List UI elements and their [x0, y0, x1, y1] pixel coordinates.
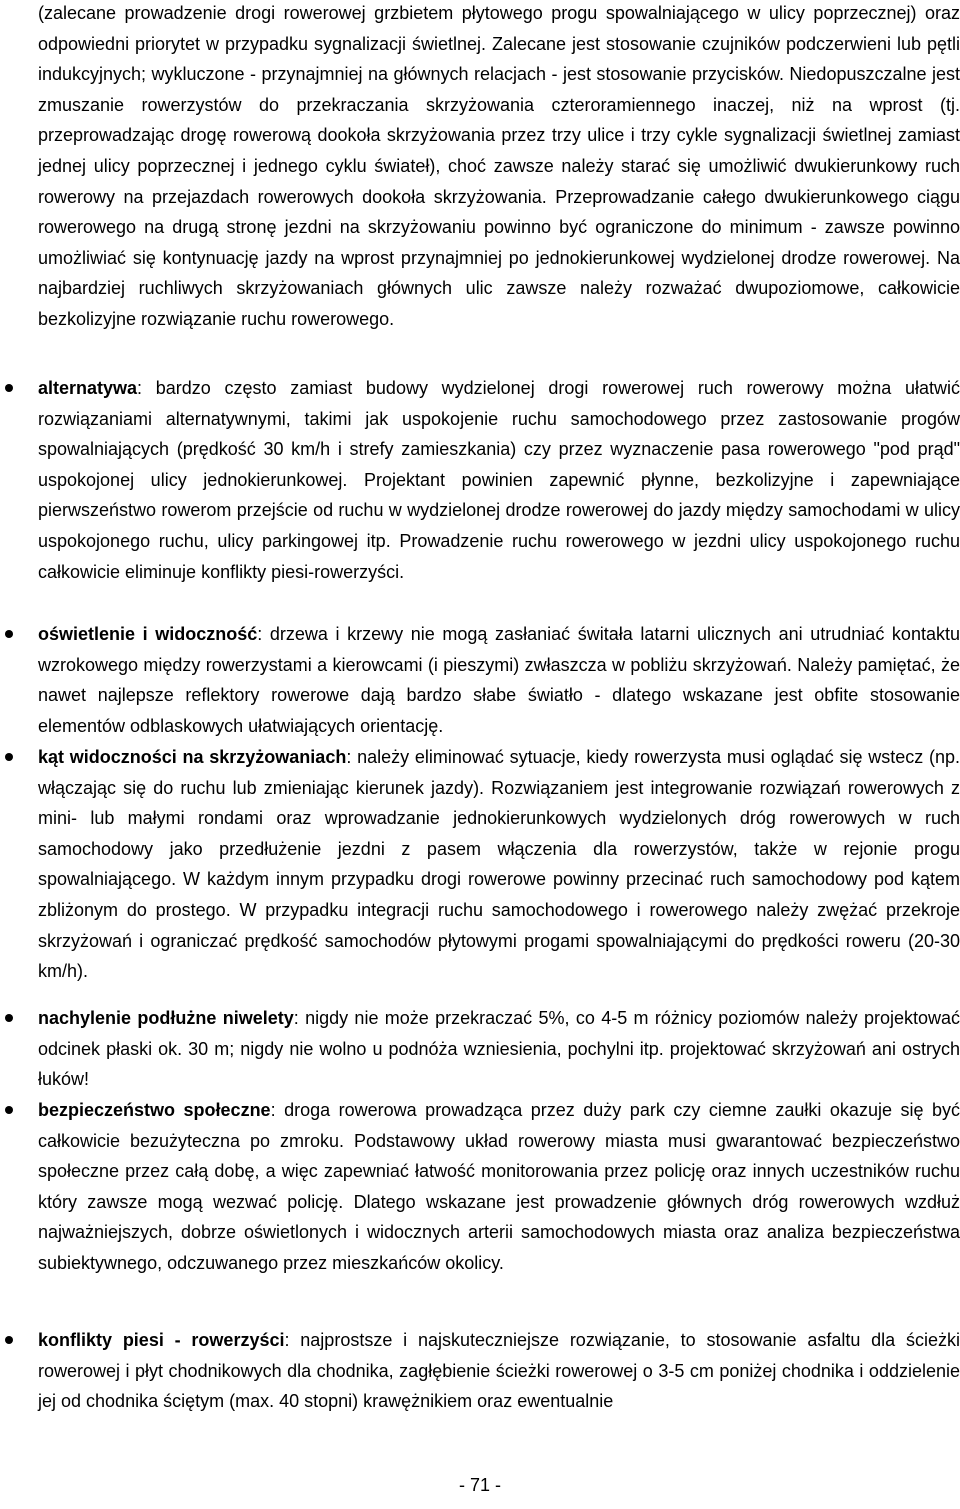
list-item-term: oświetlenie i widoczność — [38, 624, 258, 644]
list-item-body: : nigdy nie może przekraczać 5%, co 4-5 m różnicy poziomów należy projektować odcinek płaski ok. 30 m; nigdy nie wolno u podnóża wzniesienia, pochylni itp. projektować skrzyżowań ani ostrych łuków! — [38, 1008, 960, 1090]
list-item-text — [38, 742, 960, 987]
bullet-icon — [5, 1106, 13, 1114]
list-item-body: : droga rowerowa prowadząca przez duży park czy ciemne zaułki okazuje się być całkowicie bezużyteczna po zmroku. Podstawowy układ rowerowy miasta musi gwarantować bezpieczeństwo społeczne przez całą dobę, a więc zapewniać łatwość monitorowania przez policję oraz innych uczestników ruchu który zawsze mogą wezwać policję. Dlatego wskazane jest prowadzenie głównych dróg rowerowych wzdłuż najważniejszych, dobrze oświetlonych i widocznych arterii samochodowych miasta oraz analiza bezpieczeństwa subiektywnego, odczuwanego przez mieszkańców okolicy. — [38, 1100, 960, 1273]
list-item-body: : najprostsze i najskuteczniejsze rozwiązanie, to stosowanie asfaltu dla ścieżki rowerowej i płyt chodnikowych dla chodnika, zagłębienie ścieżki rowerowej o 3-5 cm poniżej chodnika i oddzielenie jej od chodnika ściętym (max. 40 stopni) krawężnikiem oraz ewentualnie — [38, 1330, 960, 1412]
list-item-text — [38, 619, 960, 741]
list-item-body: : bardzo często zamiast budowy wydzielonej drogi rowerowej ruch rowerowy można ułatwić rozwiązaniami alternatywnymi, takimi jak uspokojenie ruchu samochodowego przez zastosowanie progów spowalniających (prędkość 30 km/h i strefy zamieszkania) czy przez wyznaczenie pasa rowerowego "pod prąd" uspokojonej ulicy jednokierunkowej. Projektant powinien zapewnić płynne, bezkolizyjne i zapewniające pierwszeństwo rowerom przejście od ruchu w wydzielonej drodze rowerowej do jazdy między samochodami w ulicy uspokojonego ruchu, ulicy parkingowej itp. Prowadzenie ruchu rowerowego w jezdni ulicy uspokojonego ruchu całkowicie eliminuje konflikty piesi-rowerzyści. — [38, 378, 960, 582]
bullet-icon — [5, 1014, 13, 1022]
list-item-term: kąt widoczności na skrzyżowaniach — [38, 747, 347, 767]
list-item-term: alternatywa — [38, 378, 138, 398]
intro-paragraph: (zalecane prowadzenie drogi rowerowej grzbietem płytowego progu spowalniającego w ulicy poprzecznej) oraz odpowiedni priorytet w przypadku sygnalizacji świetlnej. Zalecane jest stosowanie czujników podczerwieni lub pętli indukcyjnych; wykluczone - przynajmniej na głównych relacjach - jest stosowanie przycisków. Niedopuszczalne jest zmuszanie rowerzystów do przekraczania skrzyżowania czteroramiennego inaczej, niż na wprost (tj. przeprowadzając drogę rowerową dookoła skrzyżowania przez trzy ulice i trzy cykle sygnalizacji świetlnej zamiast jednej ulicy poprzecznej i jednego cyklu świateł), choć zawsze należy starać się umożliwić dwukierunkowy ruch rowerowy na przejazdach rowerowych dookoła skrzyżowania. Przeprowadzanie całego dwukierunkowego ciągu rowerowego na drugą stronę jezdni na skrzyżowaniu powinno być ograniczone do minimum - zawsze powinno umożliwiać się kontynuację jazdy na wprost przynajmniej po jednokierunkowej wydzielonej drodze rowerowej. Na najbardziej ruchliwych skrzyżowaniach głównych ulic zawsze należy rozważać dwupoziomowe, całkowicie bezkolizyjne rozwiązanie ruchu rowerowego. — [38, 3, 960, 329]
list-item-body: : należy eliminować sytuacje, kiedy rowerzysta musi oglądać się wstecz (np. włączając się do ruchu lub zmieniając kierunek jazdy). Rozwiązaniem jest integrowanie rozwiązań rowerowych z mini- lub małymi rondami oraz wprowadzanie jednokierunkowych wydzielonych dróg rowerowych w ruch samochodowy jako przedłużenie jezdni z pasem włączenia dla rowerzystów, także w rejonie progu spowalniającego. W każdym innym przypadku drogi rowerowe powinny przecinać ruch samochodowy pod kątem zbliżonym do prostego. W przypadku integracji ruchu samochodowego i rowerowego należy zwężać przekroje skrzyżowań i ograniczać prędkość samochodów płytowymi progami spowalniającymi do prędkości roweru (20-30 km/h). — [38, 747, 960, 982]
list-item-body: : drzewa i krzewy nie mogą zasłaniać świtała latarni ulicznych ani utrudniać kontaktu wzrokowego między rowerzystami a kierowcami (i pieszymi) zwłaszcza w pobliżu skrzyżowań. Należy pamiętać, że nawet najlepsze reflektory rowerowe dają bardzo słabe światło - dlatego wskazane jest obfite stosowanie elementów odblaskowych ułatwiających orientację. — [38, 624, 960, 736]
bullet-icon — [5, 753, 13, 761]
bullet-icon — [5, 630, 13, 638]
page-number: - 71 - — [458, 1475, 501, 1495]
list-item-text — [38, 1003, 960, 1095]
list-item-term: bezpieczeństwo społeczne — [38, 1100, 271, 1120]
list-item-term: nachylenie podłużne niwelety — [38, 1008, 294, 1028]
list-item-text — [38, 1095, 960, 1279]
bullet-icon — [5, 1336, 13, 1344]
list-item-term: konflikty piesi - rowerzyści — [38, 1330, 285, 1350]
bullet-icon — [5, 384, 13, 392]
list-item-text — [38, 373, 960, 587]
list-item-text — [38, 1325, 960, 1417]
